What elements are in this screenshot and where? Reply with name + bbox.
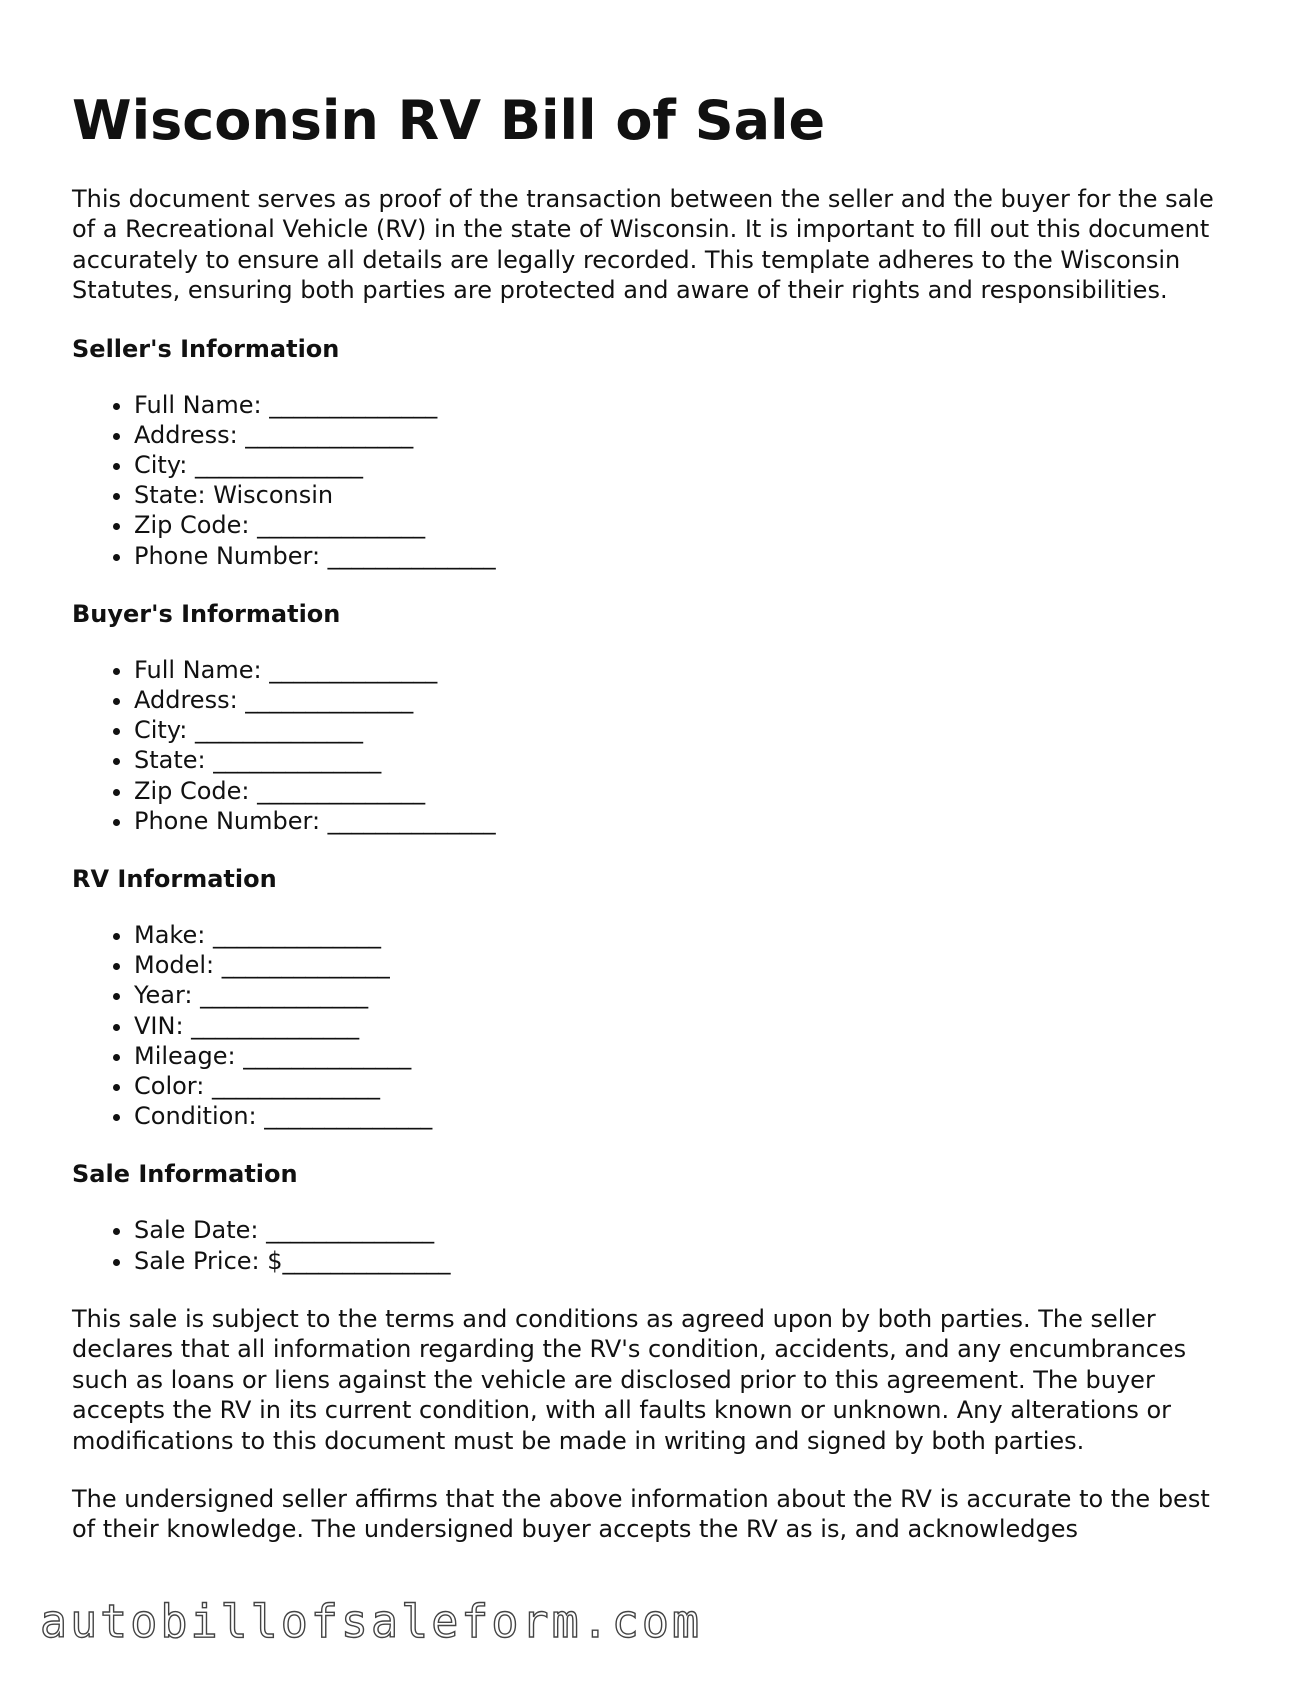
rv-mileage-item: • Mileage: ______________ bbox=[134, 1041, 1232, 1071]
document-body bbox=[72, 184, 1232, 1573]
affirmation-paragraph: The undersigned seller affirms that the above information about the RV is accurate to the best of their knowledge. The undersigned buyer accepts the RV as is, and acknowledges bbox=[72, 1484, 1210, 1544]
watermark-text: autobillofsaleform.com bbox=[40, 1595, 703, 1648]
buyer-full-name-item: • Full Name: ______________ bbox=[134, 655, 1232, 685]
seller-section-heading: Seller's Information bbox=[72, 334, 340, 363]
buyer-section-heading: Buyer's Information bbox=[72, 599, 341, 628]
buyer-city-item: • City: ______________ bbox=[134, 715, 1232, 745]
sale-info-list bbox=[72, 1215, 1232, 1275]
rv-make-item: • Make: ______________ bbox=[134, 920, 1232, 950]
buyer-state-item: • State: ______________ bbox=[134, 745, 1232, 775]
buyer-info-list bbox=[72, 655, 1232, 836]
seller-address-item: • Address: ______________ bbox=[134, 420, 1232, 450]
terms-paragraph: This sale is subject to the terms and conditions as agreed upon by both parties. The seller declares that all information regarding the RV's condition, accidents, and any encumbrances such as loans or liens against the vehicle are disclosed prior to this agreement. The buyer accepts the RV in its current condition, with all faults known or unknown. Any alterations or modifications to this document must be made in writing and signed by both parties. bbox=[72, 1304, 1187, 1455]
rv-condition-item: • Condition: ______________ bbox=[134, 1101, 1232, 1131]
sale-date-item: • Sale Date: ______________ bbox=[134, 1215, 1232, 1245]
rv-section-heading: RV Information bbox=[72, 865, 277, 894]
buyer-address-item: • Address: ______________ bbox=[134, 685, 1232, 715]
seller-zip-item: • Zip Code: ______________ bbox=[134, 510, 1232, 540]
seller-full-name-item: • Full Name: ______________ bbox=[134, 390, 1232, 420]
rv-model-item: • Model: ______________ bbox=[134, 950, 1232, 980]
sale-price-item: • Sale Price: $______________ bbox=[134, 1246, 1232, 1276]
sale-section-heading: Sale Information bbox=[72, 1160, 298, 1189]
seller-phone-item: • Phone Number: ______________ bbox=[134, 541, 1232, 571]
rv-info-list bbox=[72, 920, 1232, 1131]
page-title: Wisconsin RV Bill of Sale bbox=[72, 89, 826, 152]
rv-year-item: • Year: ______________ bbox=[134, 980, 1232, 1010]
seller-city-item: • City: ______________ bbox=[134, 450, 1232, 480]
seller-info-list bbox=[72, 390, 1232, 571]
seller-state-item: • State: Wisconsin bbox=[134, 480, 1232, 510]
rv-vin-item: • VIN: ______________ bbox=[134, 1011, 1232, 1041]
intro-paragraph: This document serves as proof of the transaction between the seller and the buyer for the sale of a Recreational Vehicle (RV) in the state of Wisconsin. It is important to fill out this document accurately to ensure all details are legally recorded. This template adheres to the Wisconsin Statutes, ensuring both parties are protected and aware of their rights and responsibilities. bbox=[72, 185, 1214, 305]
buyer-zip-item: • Zip Code: ______________ bbox=[134, 776, 1232, 806]
rv-color-item: • Color: ______________ bbox=[134, 1071, 1232, 1101]
buyer-phone-item: • Phone Number: ______________ bbox=[134, 806, 1232, 836]
